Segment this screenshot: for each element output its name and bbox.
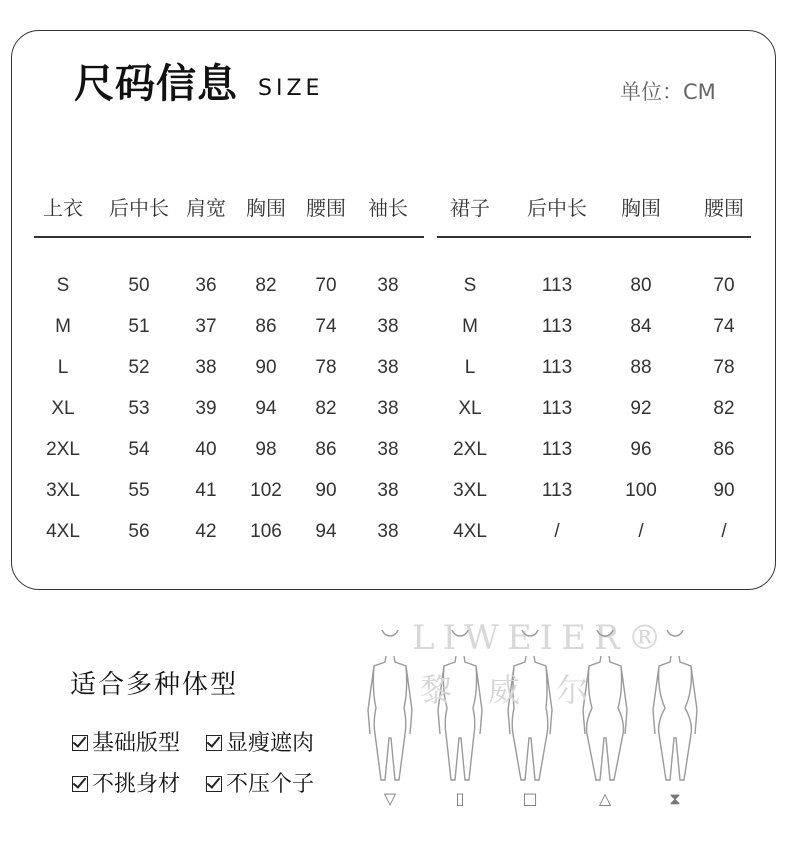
top-table-cell: 70 bbox=[315, 275, 337, 296]
top-table-cell: 53 bbox=[128, 398, 150, 419]
body-shape-symbol: ▽ bbox=[383, 789, 397, 808]
skirt-table-cell: S bbox=[463, 275, 477, 296]
skirt-table-cell: / bbox=[554, 521, 560, 542]
skirt-table-cell: 92 bbox=[630, 398, 652, 419]
feature-4: 不压个子 bbox=[206, 767, 314, 798]
top-table-header: 后中长 bbox=[109, 196, 169, 220]
top-table-cell: 82 bbox=[315, 398, 337, 419]
top-table-cell: 106 bbox=[250, 521, 282, 542]
top-table-cell: 94 bbox=[315, 521, 337, 542]
skirt-table-cell: 113 bbox=[541, 275, 573, 296]
skirt-table-cell: 90 bbox=[713, 480, 735, 501]
skirt-table-cell: 113 bbox=[541, 480, 573, 501]
top-table-cell: 74 bbox=[315, 316, 337, 337]
skirt-table-cell: 113 bbox=[541, 357, 573, 378]
top-table-cell: 41 bbox=[195, 480, 217, 501]
fit-title: 适合多种体型 bbox=[70, 670, 239, 700]
page-subtitle: SIZE bbox=[258, 76, 324, 101]
feature-3: 不挑身材 bbox=[72, 767, 180, 798]
skirt-table-cell: 86 bbox=[713, 439, 735, 460]
top-table-cell: 52 bbox=[128, 357, 150, 378]
top-table-cell: 38 bbox=[377, 480, 399, 501]
top-table-cell: 51 bbox=[128, 316, 150, 337]
top-table-cell: 90 bbox=[255, 357, 277, 378]
feature-2: 显瘦遮肉 bbox=[206, 726, 314, 757]
top-table-cell: 54 bbox=[128, 439, 150, 460]
top-table-header: 肩宽 bbox=[186, 196, 226, 220]
top-table-cell: 50 bbox=[128, 275, 150, 296]
skirt-table-cell: 113 bbox=[541, 398, 573, 419]
check-icon bbox=[206, 776, 222, 792]
skirt-table-cell: 88 bbox=[630, 357, 652, 378]
top-table-cell: 55 bbox=[128, 480, 150, 501]
top-table-cell: 3XL bbox=[46, 480, 80, 501]
top-table-header: 腰围 bbox=[306, 196, 346, 220]
skirt-table-cell: / bbox=[638, 521, 644, 542]
skirt-table-cell: 74 bbox=[713, 316, 735, 337]
top-table-cell: 38 bbox=[377, 316, 399, 337]
top-table-rule bbox=[34, 236, 424, 238]
top-table-cell: 102 bbox=[250, 480, 282, 501]
watermark-brand: LIWEIER® bbox=[412, 618, 670, 658]
top-table-header: 袖长 bbox=[368, 196, 408, 220]
skirt-table-header: 裙子 bbox=[450, 196, 490, 220]
body-figure bbox=[368, 630, 412, 780]
skirt-table-cell: L bbox=[464, 357, 476, 378]
skirt-table-cell: 82 bbox=[713, 398, 735, 419]
skirt-table-rule bbox=[437, 236, 751, 238]
top-table-cell: 38 bbox=[377, 357, 399, 378]
skirt-table-cell: 100 bbox=[625, 480, 657, 501]
skirt-table-cell: 78 bbox=[713, 357, 735, 378]
top-table-header: 上衣 bbox=[43, 196, 83, 220]
skirt-table-cell: 4XL bbox=[453, 521, 487, 542]
body-shape-symbol: ⧗ bbox=[669, 789, 681, 808]
skirt-table-cell: 113 bbox=[541, 316, 573, 337]
skirt-table-cell: 80 bbox=[630, 275, 652, 296]
top-table-cell: 56 bbox=[128, 521, 150, 542]
top-table-cell: 38 bbox=[195, 357, 217, 378]
top-table-cell: 42 bbox=[195, 521, 217, 542]
skirt-table-cell: 70 bbox=[713, 275, 735, 296]
top-table-cell: 86 bbox=[315, 439, 337, 460]
page-title: 尺码信息 bbox=[74, 61, 238, 107]
top-table-cell: XL bbox=[51, 398, 75, 419]
body-shape-symbol: □ bbox=[522, 789, 538, 808]
top-table-cell: L bbox=[57, 357, 69, 378]
check-icon bbox=[72, 735, 88, 751]
top-table-cell: M bbox=[55, 316, 71, 337]
top-table-cell: 98 bbox=[255, 439, 277, 460]
top-table-cell: 37 bbox=[195, 316, 217, 337]
watermark-chinese: 黎威尔 bbox=[420, 671, 625, 709]
skirt-table-cell: 113 bbox=[541, 439, 573, 460]
check-icon bbox=[206, 735, 222, 751]
size-chart-card bbox=[11, 30, 776, 590]
top-table-cell: 2XL bbox=[46, 439, 80, 460]
skirt-table-header: 胸围 bbox=[621, 196, 661, 220]
skirt-table-cell: / bbox=[721, 521, 727, 542]
skirt-table-cell: M bbox=[462, 316, 478, 337]
unit-label: 单位：CM bbox=[620, 80, 716, 104]
top-table-cell: 4XL bbox=[46, 521, 80, 542]
skirt-table-cell: 2XL bbox=[453, 439, 487, 460]
skirt-table-header: 腰围 bbox=[704, 196, 744, 220]
top-table-cell: 38 bbox=[377, 275, 399, 296]
top-table-cell: 40 bbox=[195, 439, 217, 460]
top-table-cell: 38 bbox=[377, 398, 399, 419]
top-table-header: 胸围 bbox=[246, 196, 286, 220]
top-table-cell: 90 bbox=[315, 480, 337, 501]
top-table-cell: 38 bbox=[377, 521, 399, 542]
top-table-cell: 94 bbox=[255, 398, 277, 419]
skirt-table-cell: 96 bbox=[630, 439, 652, 460]
top-table-cell: 39 bbox=[195, 398, 217, 419]
body-shape-symbol: △ bbox=[598, 789, 612, 808]
top-table-cell: S bbox=[56, 275, 70, 296]
feature-1: 基础版型 bbox=[72, 726, 180, 757]
top-table-cell: 78 bbox=[315, 357, 337, 378]
skirt-table-cell: XL bbox=[458, 398, 482, 419]
top-table-cell: 38 bbox=[377, 439, 399, 460]
skirt-table-cell: 84 bbox=[630, 316, 652, 337]
skirt-table-header: 后中长 bbox=[527, 196, 587, 220]
check-icon bbox=[72, 776, 88, 792]
body-figure bbox=[653, 630, 697, 780]
body-shapes-illustration bbox=[360, 630, 700, 810]
top-table-cell: 86 bbox=[255, 316, 277, 337]
top-table-cell: 82 bbox=[255, 275, 277, 296]
top-table-cell: 36 bbox=[195, 275, 217, 296]
body-shape-symbol: ▯ bbox=[455, 789, 465, 808]
skirt-table-cell: 3XL bbox=[453, 480, 487, 501]
